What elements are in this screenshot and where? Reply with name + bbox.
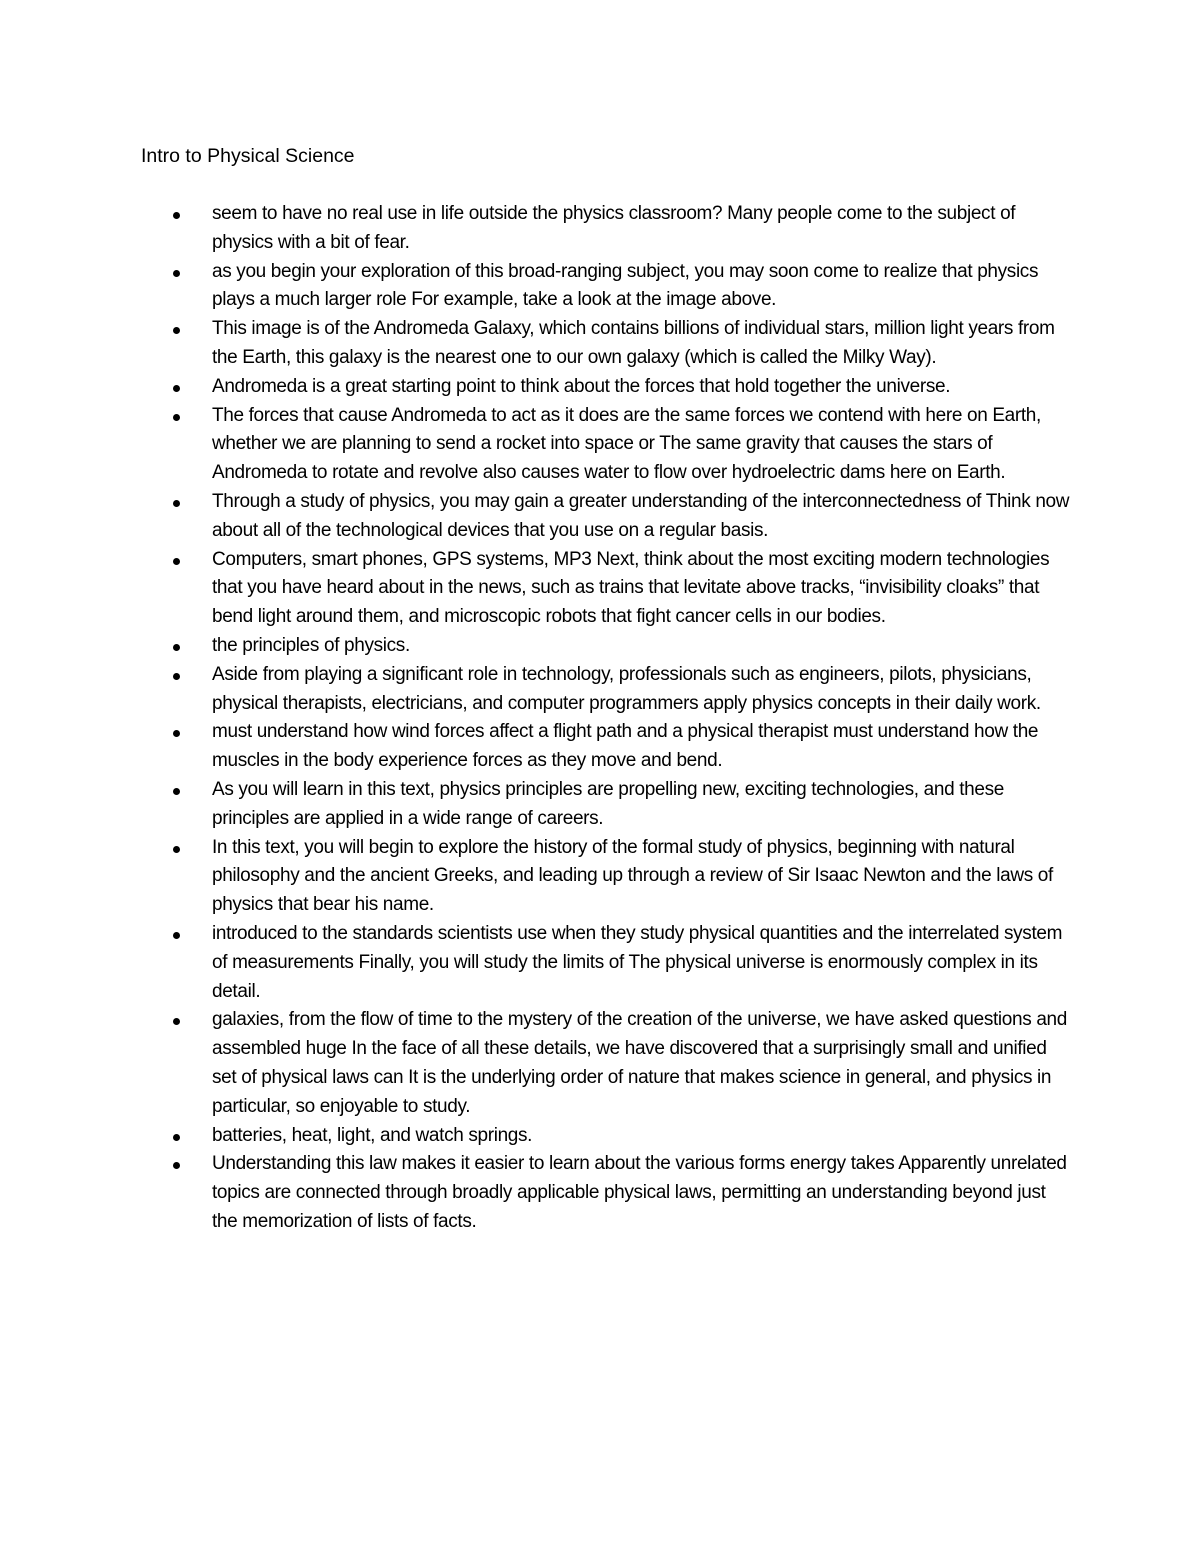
bullet-icon [173,788,180,795]
list-item-text: as you begin your exploration of this broad-ranging subject, you may soon come to realize that physics plays a much larger role For example, take a look at the image above. [212,260,1039,311]
list-item-text: Computers, smart phones, GPS systems, MP3 Next, think about the most exciting modern technologies that you have heard about in the news, such as trains that levitate above tracks, “invisibility cloaks” that bend light around them, and microscopic robots that fight cancer cells in our bodies. [212,548,1050,628]
list-item-text: The forces that cause Andromeda to act as it does are the same forces we contend with here on Earth, whether we are planning to send a rocket into space or The same gravity that causes the stars of Andromeda to rotate and revolve also causes water to flow over hydroelectric dams here on Earth. [212,404,1041,484]
list-item [0,718,1072,776]
list-item [0,546,1072,632]
list-item-text: Aside from playing a significant role in technology, professionals such as engineers, pilots, physicians, physical therapists, electricians, and computer programmers apply physics concepts in their daily work. [212,663,1041,714]
bullet-icon [173,558,180,565]
list-item [0,1150,1072,1236]
list-item-text: the principles of physics. [212,634,410,656]
list-item [0,632,1072,661]
list-item [0,776,1072,834]
bullet-icon [173,385,180,392]
list-item-text: must understand how wind forces affect a flight path and a physical therapist must understand how the muscles in the body experience forces as they move and bend. [212,721,1039,772]
list-item-text: seem to have no real use in life outside the physics classroom? Many people come to the subject of physics with a bit of fear. [212,203,1016,253]
bullet-list [0,200,1200,1237]
bullet-icon [173,1018,180,1025]
list-item-text: galaxies, from the flow of time to the mystery of the creation of the universe, we have asked questions and assembled huge In the face of all these details, we have discovered that a surprisingly small and unified set of physical laws can It is the underlying order of nature that makes science in general, and physics in particular, so enjoyable to study. [212,1009,1067,1117]
list-item-text: batteries, heat, light, and watch springs. [212,1124,533,1146]
list-item-text: introduced to the standards scientists use when they study physical quantities and the interrelated system of measurements Finally, you will study the limits of The physical universe is enormously complex in its detail. [212,922,1063,1002]
list-item [0,1122,1072,1151]
list-item [0,1006,1072,1121]
bullet-icon [173,846,180,853]
list-item-text: As you will learn in this text, physics principles are propelling new, exciting technologies, and these principles are applied in a wide range of careers. [212,778,1004,829]
bullet-icon [173,500,180,507]
bullet-icon [173,212,180,219]
list-item-text: Understanding this law makes it easier to learn about the various forms energy takes Apparently unrelated topics are connected through broadly applicable physical laws, permitting an understanding beyond just the memorization of lists of facts. [212,1153,1067,1232]
bullet-icon [173,673,180,680]
list-item [0,373,1072,402]
list-item [0,258,1072,316]
list-item [0,920,1072,1006]
bullet-icon [173,730,180,737]
bullet-icon [173,1162,180,1169]
list-item-text: This image is of the Andromeda Galaxy, which contains billions of individual stars, million light years from the Earth, this galaxy is the nearest one to our own galaxy (which is called the Milky Way). [212,318,1055,368]
list-item-text: In this text, you will begin to explore the history of the formal study of physics, beginning with natural philosophy and the ancient Greeks, and leading up through a review of Sir Isaac Newton and the laws of physics that bear his name. [212,836,1053,916]
list-item [0,402,1072,488]
list-item [0,488,1072,546]
list-item [0,834,1072,920]
list-item [0,661,1072,719]
bullet-icon [173,414,180,421]
list-item-text: Andromeda is a great starting point to think about the forces that hold together the universe. [212,375,951,397]
bullet-icon [173,932,180,939]
bullet-icon [173,644,180,651]
bullet-icon [173,327,180,334]
list-item [0,315,1072,373]
bullet-icon [173,270,180,277]
list-item [0,200,1072,258]
list-item-text: Through a study of physics, you may gain a greater understanding of the interconnectedness of Think now about all of the technological devices that you use on a regular basis. [212,490,1070,541]
bullet-icon [173,1134,180,1141]
document-title: Intro to Physical Science [141,145,355,167]
